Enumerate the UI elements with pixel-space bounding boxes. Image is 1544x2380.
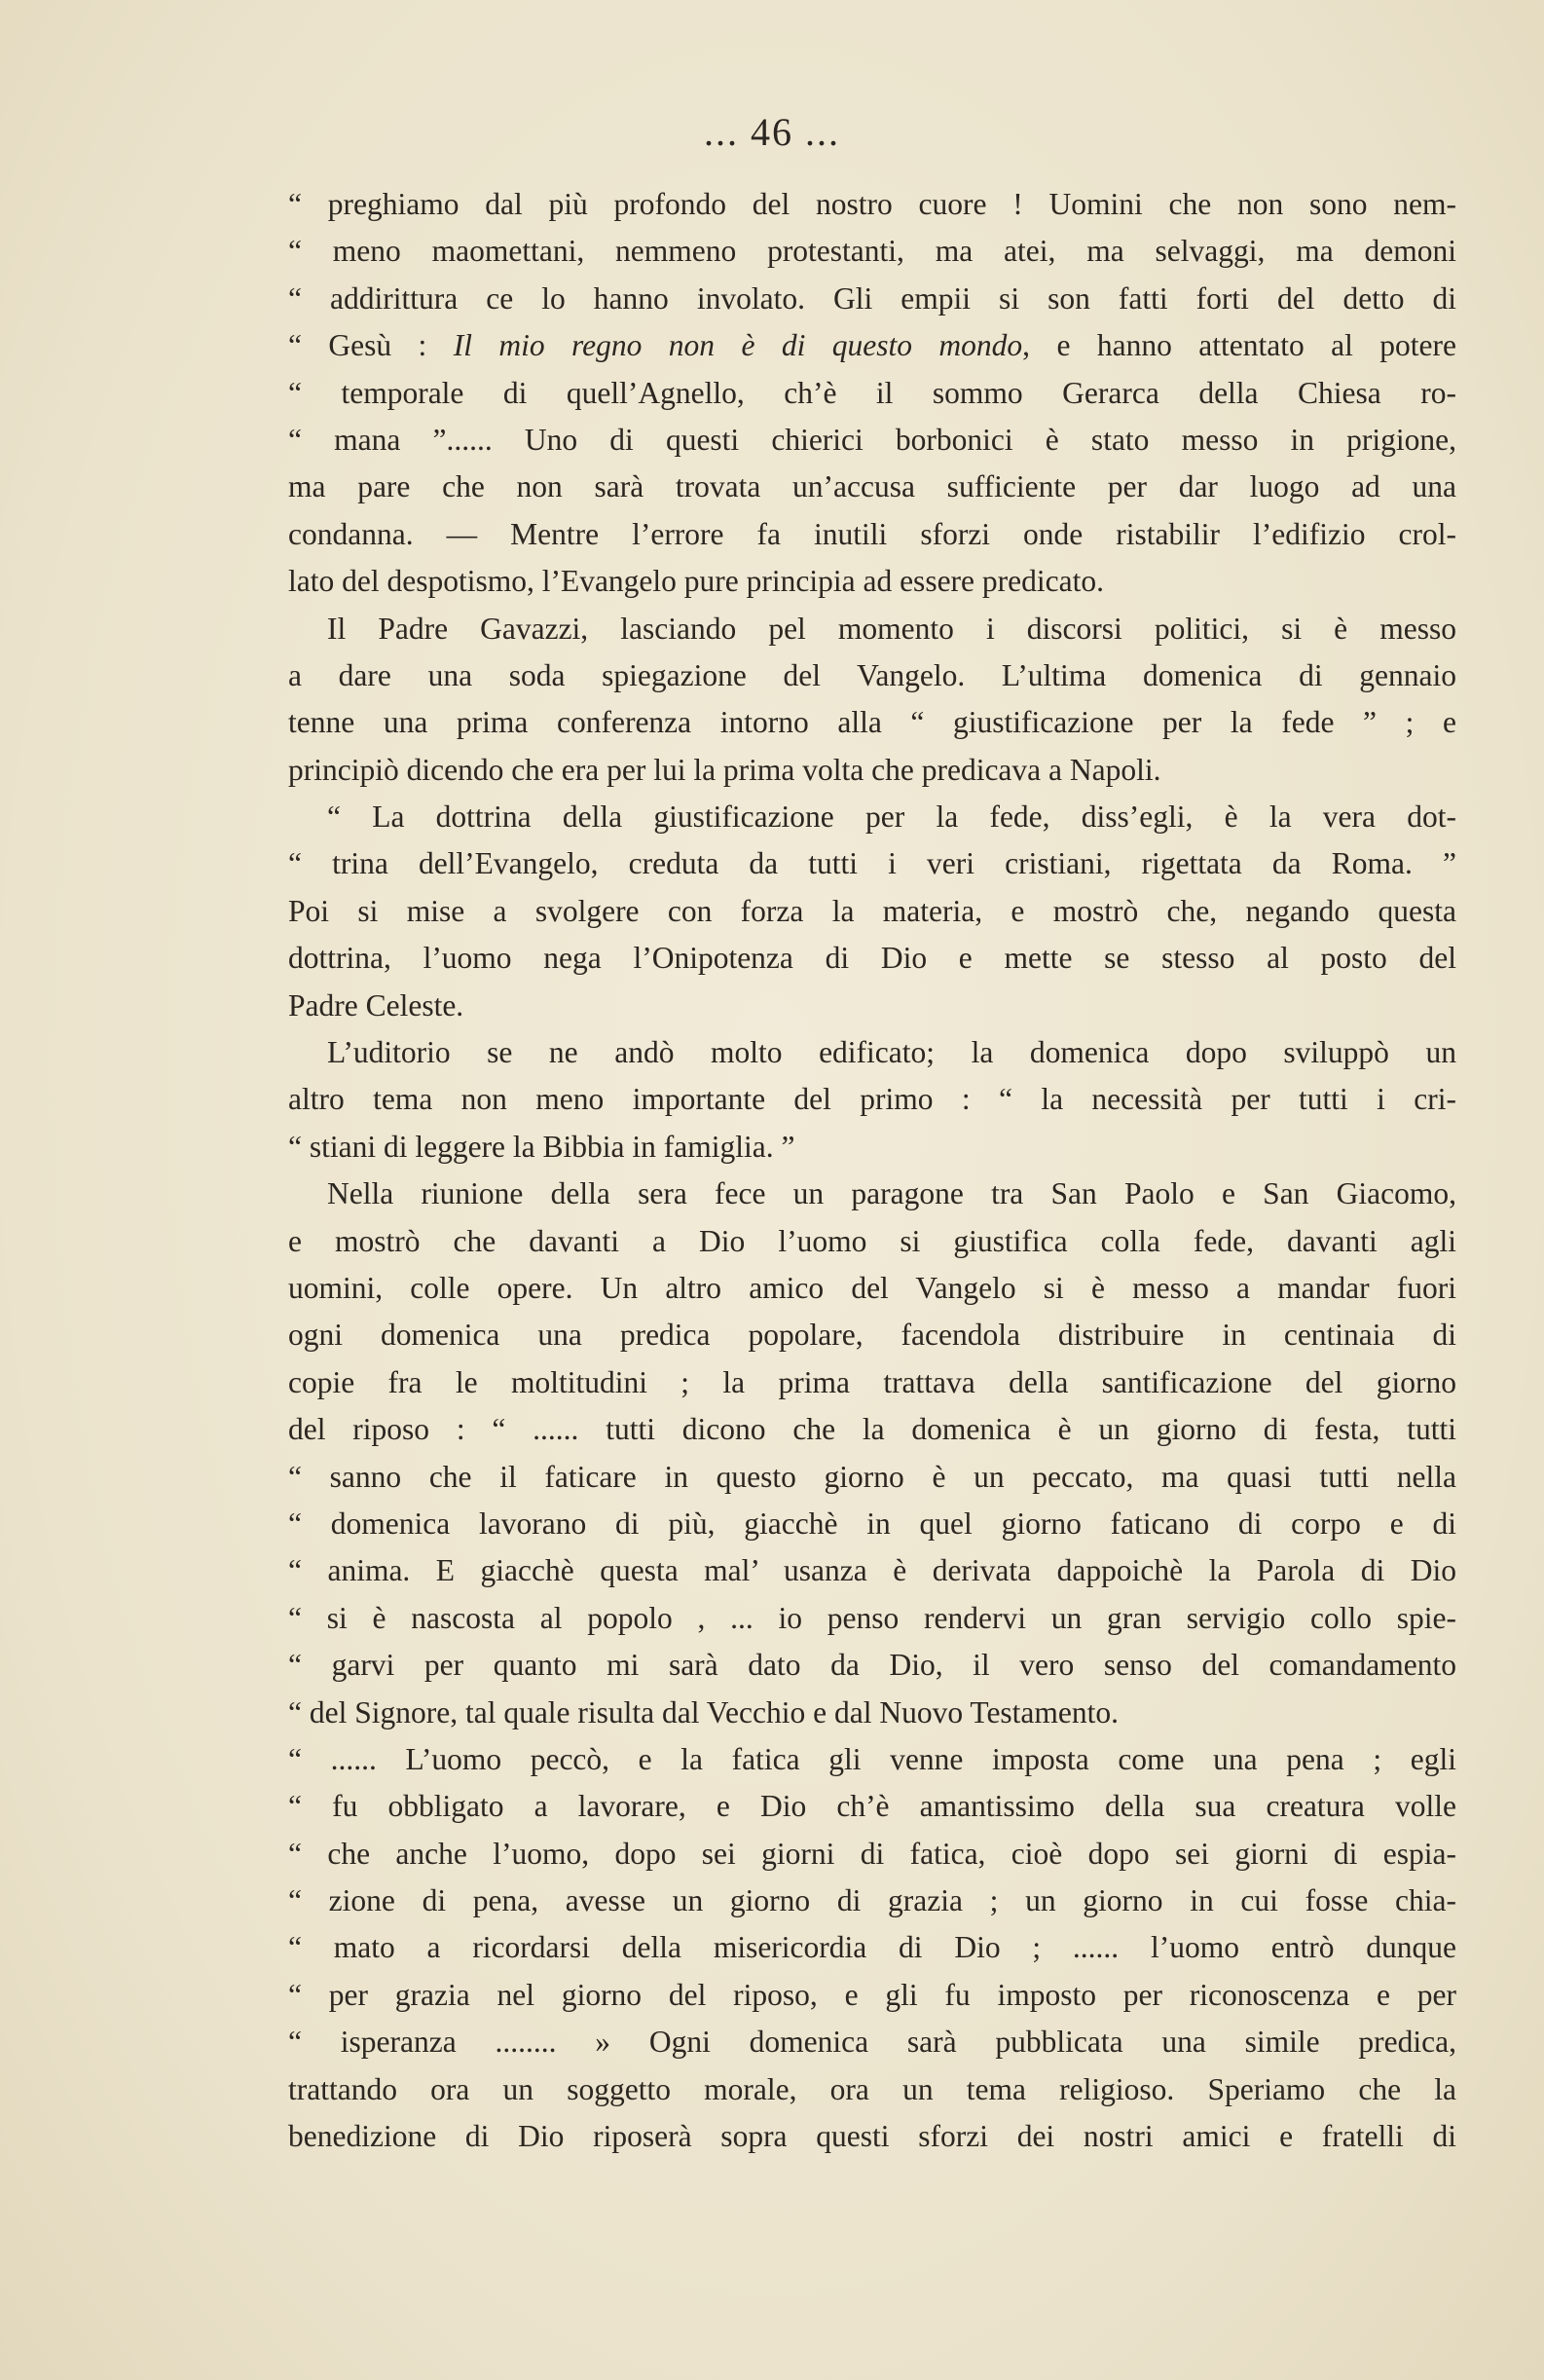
text-line: “ stiani di leggere la Bibbia in famiglia. ”: [288, 1129, 795, 1164]
text-line: Il Padre Gavazzi, lasciando pel momento i discorsi politici, si è messo: [327, 611, 1456, 646]
text-line: e mostrò che davanti a Dio l’uomo si giustifica colla fede, davanti agli: [288, 1223, 1456, 1258]
text-line: “ del Signore, tal quale risulta dal Vecchio e dal Nuovo Testamento.: [288, 1694, 1120, 1729]
text-line: principiò dicendo che era per lui la prima volta che predicava a Napoli.: [288, 752, 1161, 787]
text-segment: , e hanno attentato al potere: [1022, 328, 1456, 363]
text-line: ma pare che non sarà trovata un’accusa sufficiente per dar luogo ad una: [288, 469, 1456, 504]
text-line: dottrina, l’uomo nega l’Onipotenza di Dio e mette se stesso al posto del: [288, 941, 1456, 976]
text-line: “ che anche l’uomo, dopo sei giorni di fatica, cioè dopo sei giorni di espia-: [288, 1836, 1456, 1871]
italic-quote: Il mio regno non è di questo mondo: [453, 328, 1023, 363]
text-line: “ trina dell’Evangelo, creduta da tutti i veri cristiani, rigettata da Roma. ”: [288, 846, 1456, 881]
text-line: L’uditorio se ne andò molto edificato; la domenica dopo sviluppò un: [327, 1035, 1456, 1070]
text-line: “ ...... L’uomo peccò, e la fatica gli venne imposta come una pena ; egli: [288, 1741, 1456, 1776]
text-line: “ La dottrina della giustificazione per la fede, diss’egli, è la vera dot-: [327, 800, 1456, 835]
text-line: “ si è nascosta al popolo , ... io penso rendervi un gran servigio collo spie-: [288, 1600, 1456, 1635]
text-line: benedizione di Dio riposerà sopra questi sforzi dei nostri amici e fratelli di: [288, 2119, 1456, 2154]
text-line: Poi si mise a svolgere con forza la materia, e mostrò che, negando questa: [288, 893, 1456, 928]
text-line: “ fu obbligato a lavorare, e Dio ch’è amantissimo della sua creatura volle: [288, 1789, 1456, 1824]
text-line: “ anima. E giacchè questa mal’ usanza è derivata dappoichè la Parola di Dio: [288, 1553, 1456, 1588]
text-segment: “ Gesù :: [288, 328, 454, 363]
text-line: “ isperanza ........ » Ogni domenica sarà pubblicata una simile predica,: [288, 2025, 1456, 2060]
text-line: “ mana ”...... Uno di questi chierici borbonici è stato messo in prigione,: [288, 422, 1456, 457]
text-line: copie fra le moltitudini ; la prima trattava della santificazione del giorno: [288, 1364, 1456, 1399]
text-line: Nella riunione della sera fece un paragone tra San Paolo e San Giacomo,: [327, 1176, 1456, 1211]
text-line: uomini, colle opere. Un altro amico del Vangelo si è messo a mandar fuori: [288, 1270, 1456, 1305]
text-line: “ sanno che il faticare in questo giorno è un peccato, ma quasi tutti nella: [288, 1459, 1456, 1494]
text-line: tenne una prima conferenza intorno alla “ giustificazione per la fede ” ; e: [288, 705, 1456, 740]
text-line: condanna. — Mentre l’errore fa inutili sforzi onde ristabilir l’edifizio crol-: [288, 516, 1456, 551]
text-line: del riposo : “ ...... tutti dicono che la domenica è un giorno di festa, tutti: [288, 1412, 1456, 1447]
text-line: “ meno maomettani, nemmeno protestanti, ma atei, ma selvaggi, ma demoni: [288, 234, 1456, 269]
text-line: Padre Celeste.: [288, 987, 464, 1023]
page-number: ... 46 ...: [704, 110, 840, 154]
text-line: “ temporale di quell’Agnello, ch’è il sommo Gerarca della Chiesa ro-: [288, 375, 1456, 410]
text-line: “ zione di pena, avesse un giorno di grazia ; un giorno in cui fosse chia-: [288, 1883, 1456, 1918]
text-line: lato del despotismo, l’Evangelo pure principia ad essere predicato.: [288, 564, 1104, 599]
text-line: ogni domenica una predica popolare, facendola distribuire in centinaia di: [288, 1318, 1456, 1353]
text-line: “ mato a ricordarsi della misericordia di Dio ; ...... l’uomo entrò dunque: [288, 1930, 1456, 1965]
text-line: a dare una soda spiegazione del Vangelo. L’ultima domenica di gennaio: [288, 657, 1456, 692]
text-line: altro tema non meno importante del primo : “ la necessità per tutti i cri-: [288, 1082, 1456, 1117]
text-line: “ garvi per quanto mi sarà dato da Dio, il vero senso del comandamento: [288, 1648, 1456, 1683]
text-line: “ per grazia nel giorno del riposo, e gli fu imposto per riconoscenza e per: [288, 1977, 1456, 2012]
text-line: “ addirittura ce lo hanno involato. Gli empii si son fatti forti del detto di: [288, 280, 1456, 316]
text-line: trattando ora un soggetto morale, ora un tema religioso. Speriamo che la: [288, 2071, 1456, 2106]
page-body-text: [288, 181, 1456, 2160]
text-line: “ domenica lavorano di più, giacchè in quel giorno faticano di corpo e di: [288, 1506, 1456, 1541]
text-line: [288, 322, 1456, 369]
text-line: “ preghiamo dal più profondo del nostro cuore ! Uomini che non sono nem-: [288, 187, 1456, 221]
